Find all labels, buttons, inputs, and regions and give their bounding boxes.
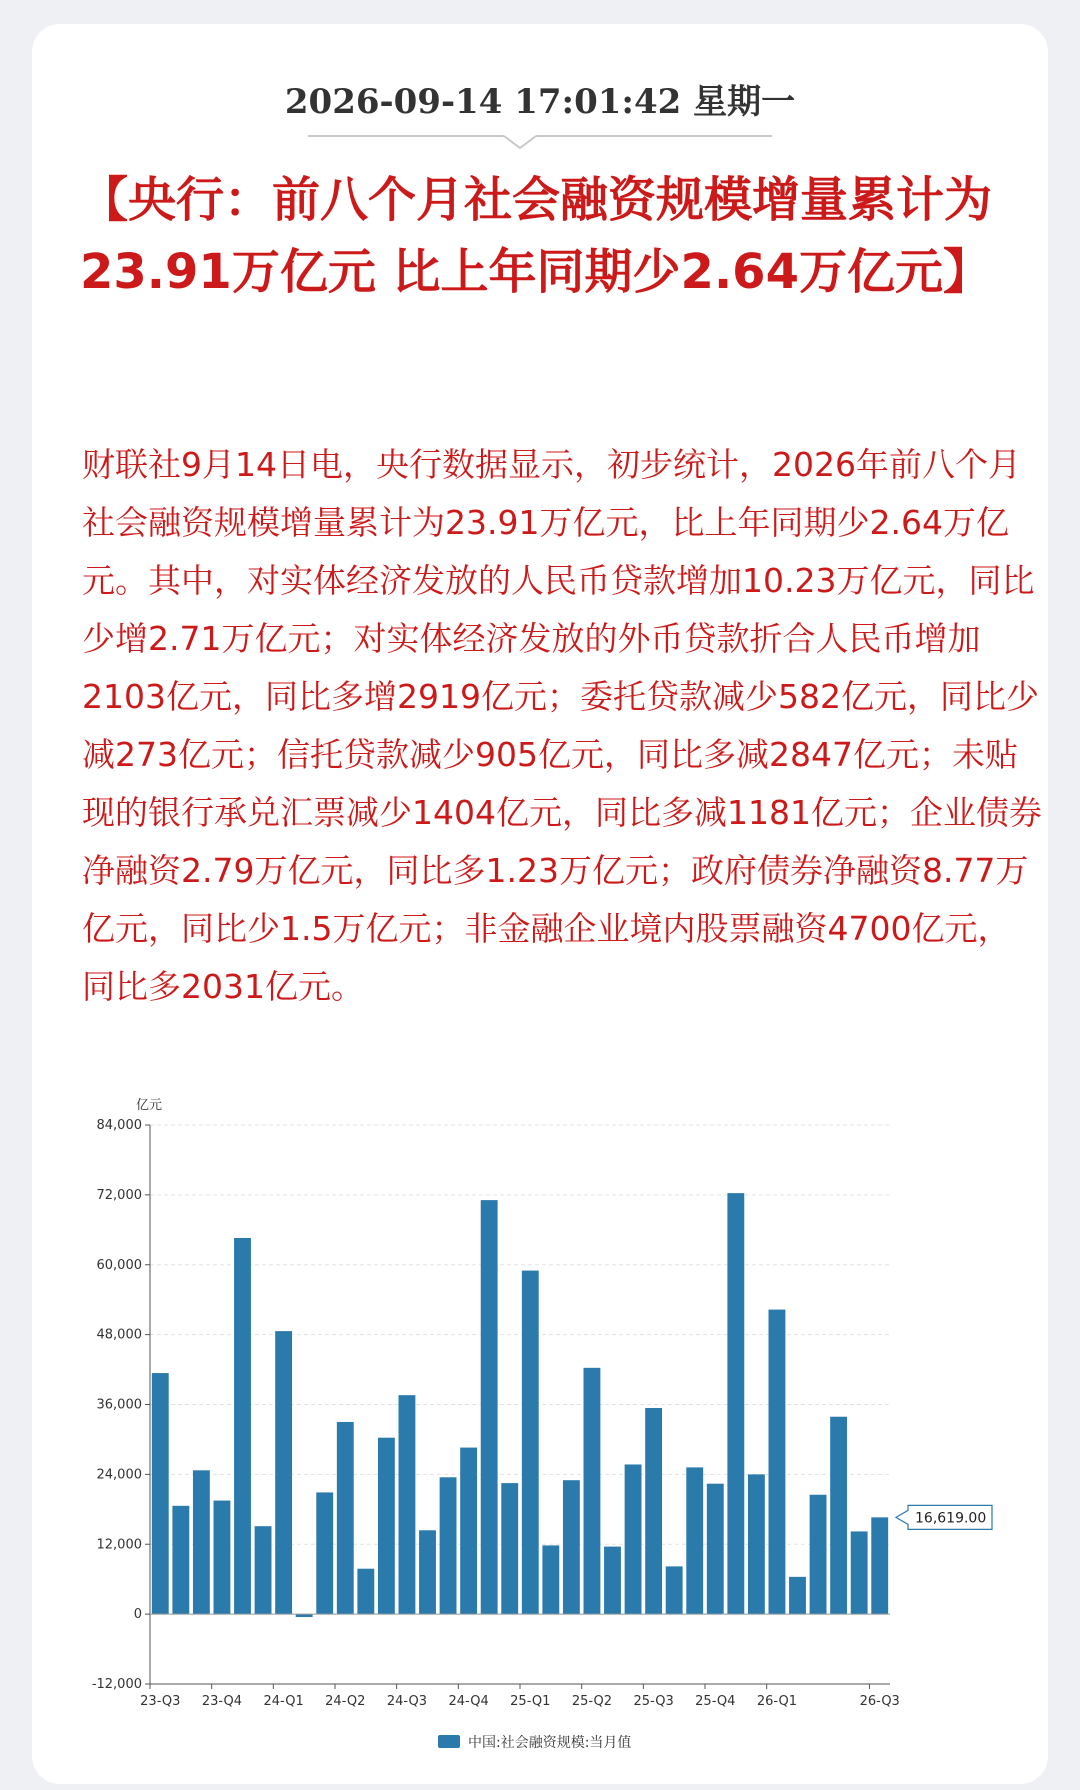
bar	[522, 1271, 539, 1615]
bar	[686, 1467, 703, 1614]
last-value-callout-text: 16,619.00	[915, 1510, 987, 1527]
bar	[255, 1526, 272, 1614]
bar	[769, 1310, 786, 1615]
bar	[748, 1474, 765, 1614]
bar	[440, 1477, 457, 1614]
bar	[810, 1495, 827, 1614]
headline: 【央行：前八个月社会融资规模增量累计为23.91万亿元 比上年同期少2.64万亿元】	[80, 172, 993, 300]
y-tick-label: 36,000	[96, 1397, 142, 1413]
bar	[563, 1480, 580, 1614]
x-tick-label: 25-Q2	[571, 1694, 613, 1709]
bar	[214, 1501, 231, 1615]
bar	[830, 1417, 847, 1614]
x-tick-label: 23-Q3	[140, 1694, 181, 1709]
bar	[481, 1200, 498, 1614]
x-tick-label: 23-Q4	[201, 1694, 243, 1709]
bar	[357, 1569, 374, 1614]
y-axis-unit-label: 亿元	[136, 1098, 163, 1113]
bar	[152, 1373, 169, 1614]
social-financing-bar-chart	[32, 24, 1048, 1784]
bar	[645, 1408, 662, 1614]
legend-label: 中国:社会融资规模:当月值	[468, 1735, 632, 1751]
x-tick-labels	[140, 1694, 900, 1709]
bar	[501, 1483, 518, 1614]
x-tick-label: 24-Q2	[325, 1694, 366, 1709]
bar	[604, 1547, 621, 1615]
bar	[707, 1484, 724, 1614]
y-tick-label: 72,000	[96, 1187, 142, 1203]
bar	[584, 1368, 601, 1614]
last-value-callout	[896, 1505, 992, 1529]
x-tick-label: 24-Q4	[448, 1694, 489, 1709]
bar	[871, 1517, 888, 1614]
x-tick-label: 25-Q1	[510, 1694, 551, 1709]
article-card	[32, 24, 1048, 1784]
bar	[275, 1331, 292, 1614]
bar	[193, 1470, 210, 1614]
publish-datetime: 2026-09-14 17:01:42 星期一	[284, 82, 796, 122]
bar	[789, 1577, 806, 1614]
bar	[666, 1566, 683, 1614]
y-tick-labels	[92, 1118, 142, 1692]
x-tick-label: 25-Q3	[633, 1694, 674, 1709]
bar	[172, 1506, 189, 1614]
article-body: 财联社9月14日电，央行数据显示，初步统计，2026年前八个月社会融资规模增量累计为23.91万亿元，比上年同期少2.64万亿元。其中，对实体经济发放的人民币贷款增加10.23万亿元，同比少增2.71万亿元；对实体经济发放的外币贷款折合人民币增加2103亿元，同比多增2919亿元；委托贷款减少582亿元，同比少减273亿元；信托贷款减少905亿元，同比多减2847亿元；未贴现的银行承兑汇票减少1404亿元，同比多减1181亿元；企业债券净融资2.79万亿元，同比多1.23万亿元；政府债券净融资8.77万亿元，同比少1.5万亿元；非金融企业境内股票融资4700亿元，同比多2031亿元。	[82, 445, 1042, 1006]
bar	[399, 1395, 416, 1614]
bar	[234, 1238, 251, 1614]
bar	[337, 1422, 354, 1614]
bars	[152, 1193, 888, 1617]
y-tick-label: -12,000	[91, 1677, 142, 1692]
x-tick-label: 26-Q3	[859, 1694, 900, 1709]
y-tick-label: 84,000	[96, 1118, 142, 1133]
y-tick-label: 12,000	[96, 1537, 142, 1553]
y-tick-label: 48,000	[96, 1327, 142, 1343]
bar	[460, 1448, 477, 1615]
bar	[851, 1531, 868, 1614]
y-tick-label: 24,000	[96, 1467, 142, 1483]
legend	[438, 1734, 631, 1751]
x-tick-label: 25-Q4	[695, 1694, 736, 1709]
y-tick-label: 0	[133, 1607, 142, 1623]
bar	[542, 1545, 559, 1614]
bar	[625, 1464, 642, 1614]
x-tick-label: 24-Q1	[263, 1694, 304, 1709]
bar	[316, 1492, 333, 1614]
y-tick-label: 60,000	[96, 1257, 142, 1273]
legend-swatch	[438, 1735, 460, 1748]
x-tick-label: 26-Q1	[756, 1694, 798, 1709]
x-tick-label: 24-Q3	[386, 1694, 428, 1709]
bar	[727, 1193, 744, 1614]
bar	[378, 1438, 395, 1614]
bar	[419, 1530, 436, 1614]
